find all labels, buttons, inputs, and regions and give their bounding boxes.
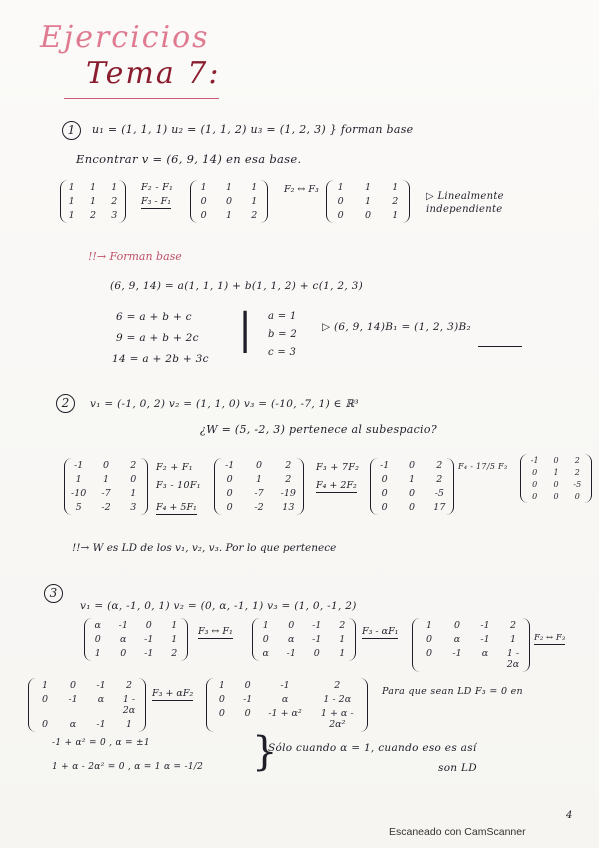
ex1-result: ▷ (6, 9, 14)B₁ = (1, 2, 3)B₂ xyxy=(322,321,471,333)
page-title-line1: Ejercicios xyxy=(40,20,210,55)
ex3-matrix-1: α -1 0 1 0 α -1 1 1 0 -1 2 xyxy=(84,618,188,661)
ex2-matrix-4: -1 0 2 0 1 2 0 0 -5 0 0 0 xyxy=(520,454,592,503)
ex3-matrix-4: 1 0 -1 2 0 -1 α 1 - 2α 0 α -1 1 xyxy=(28,678,146,732)
page-title-line2: Tema 7: xyxy=(86,56,221,91)
show-through-text xyxy=(240,58,540,98)
ex2-matrix-2: -1 0 2 0 1 2 0 -7 -19 0 -2 13 xyxy=(214,458,304,515)
ex3-final-line2: son LD xyxy=(438,762,478,774)
exercise-2-question: ¿W = (5, -2, 3) pertenece al subespacio? xyxy=(200,423,437,436)
ex1-result-underline xyxy=(478,346,522,347)
ex1-row-op-2: F₃ - F₁ xyxy=(141,196,172,207)
ex2-matrix-3: -1 0 2 0 1 2 0 0 -5 0 0 17 xyxy=(370,458,454,515)
ex2-row-op-2: F₃ - 10F₁ xyxy=(156,480,201,491)
ex1-matrix-1: 1 1 1 1 1 2 1 2 3 xyxy=(60,180,126,223)
exercise-1-task: Encontrar v = (6, 9, 14) en esa base. xyxy=(76,152,302,166)
ex1-system-1: 6 = a + b + c xyxy=(116,311,192,323)
ex3-row-op-4: F₃ + αF₂ xyxy=(152,688,194,699)
ex3-matrix-5: 1 0 -1 2 0 -1 α 1 - 2α 0 0 -1 + α² 1 + α - 2α² xyxy=(206,678,368,732)
ex2-row-op-4: F₃ + 7F₂ xyxy=(316,462,360,473)
exercise-2-statement: v₁ = (-1, 0, 2) v₂ = (1, 1, 0) v₃ = (-10, -7, 1) ∈ ℝ³ xyxy=(90,398,359,410)
page-number: 4 xyxy=(566,810,573,821)
ex1-system-2: 9 = a + b + 2c xyxy=(116,332,199,344)
ex3-equations-brace: } xyxy=(252,729,278,775)
exercise-3-statement: v₁ = (α, -1, 0, 1) v₂ = (0, α, -1, 1) v₃ = (1, 0, -1, 2) xyxy=(80,600,357,612)
ex2-conclusion: !!→ W es LD de los v₁, v₂, v₃. Por lo que pertenece xyxy=(72,542,337,554)
ex3-equation-1: -1 + α² = 0 , α = ±1 xyxy=(52,738,150,748)
ex3-matrix-2: 1 0 -1 2 0 α -1 1 α -1 0 1 xyxy=(252,618,356,661)
exercise-2-number: 2 xyxy=(56,394,75,413)
ex3-row-op-2: F₃ - αF₁ xyxy=(362,626,399,637)
ex3-note: Para que sean LD F₃ = 0 en xyxy=(382,686,523,697)
ex2-row-op-6: F₄ - 17/5 F₃ xyxy=(458,462,508,471)
ex2-row-op-1: F₂ + F₁ xyxy=(156,462,193,473)
ex1-forman-base: !!→ Forman base xyxy=(88,250,182,263)
title-underline xyxy=(64,98,219,99)
ex1-solution-a: a = 1 xyxy=(268,311,297,322)
ex2-row-op-5: F₄ + 2F₂ xyxy=(316,480,357,491)
ex1-row-op-3: F₂ ↔ F₃ xyxy=(284,184,319,195)
ex1-solution-b: b = 2 xyxy=(268,329,297,340)
ex1-solution-c: c = 3 xyxy=(268,347,297,358)
exercise-3-number: 3 xyxy=(44,584,63,603)
ex1-conclusion: ▷ Linealmente independiente xyxy=(426,191,504,215)
ex1-system-brace: | xyxy=(238,304,253,353)
ex2-row-op-3: F₄ + 5F₁ xyxy=(156,502,197,513)
ex1-row-op-1: F₂ - F₁ xyxy=(141,182,174,193)
exercise-1-statement: u₁ = (1, 1, 1) u₂ = (1, 1, 2) u₃ = (1, 2, 3) } forman base xyxy=(92,123,414,136)
ex1-matrix-2: 1 1 1 0 0 1 0 1 2 xyxy=(190,180,268,223)
ex3-row-op-1: F₃ ↔ F₁ xyxy=(198,626,233,637)
ex3-matrix-3: 1 0 -1 2 0 α -1 1 0 -1 α 1 - 2α xyxy=(412,618,530,672)
exercise-1-number: 1 xyxy=(62,121,81,140)
ex3-equation-2: 1 + α - 2α² = 0 , α = 1 α = -1/2 xyxy=(52,762,204,772)
ex3-final-line1: Sólo cuando α = 1, cuando eso es así xyxy=(268,742,477,754)
scanner-watermark: Escaneado con CamScanner xyxy=(389,826,526,838)
ex1-matrix-3: 1 1 1 0 1 2 0 0 1 xyxy=(326,180,410,223)
ex1-combination: (6, 9, 14) = a(1, 1, 1) + b(1, 1, 2) + c(1, 2, 3) xyxy=(110,280,364,292)
ex1-system-3: 14 = a + 2b + 3c xyxy=(112,353,209,365)
ex3-row-op-3: F₂ ↔ F₃ xyxy=(534,633,566,643)
ex2-matrix-1: -1 0 2 1 1 0 -10 -7 1 5 -2 3 xyxy=(64,458,148,515)
